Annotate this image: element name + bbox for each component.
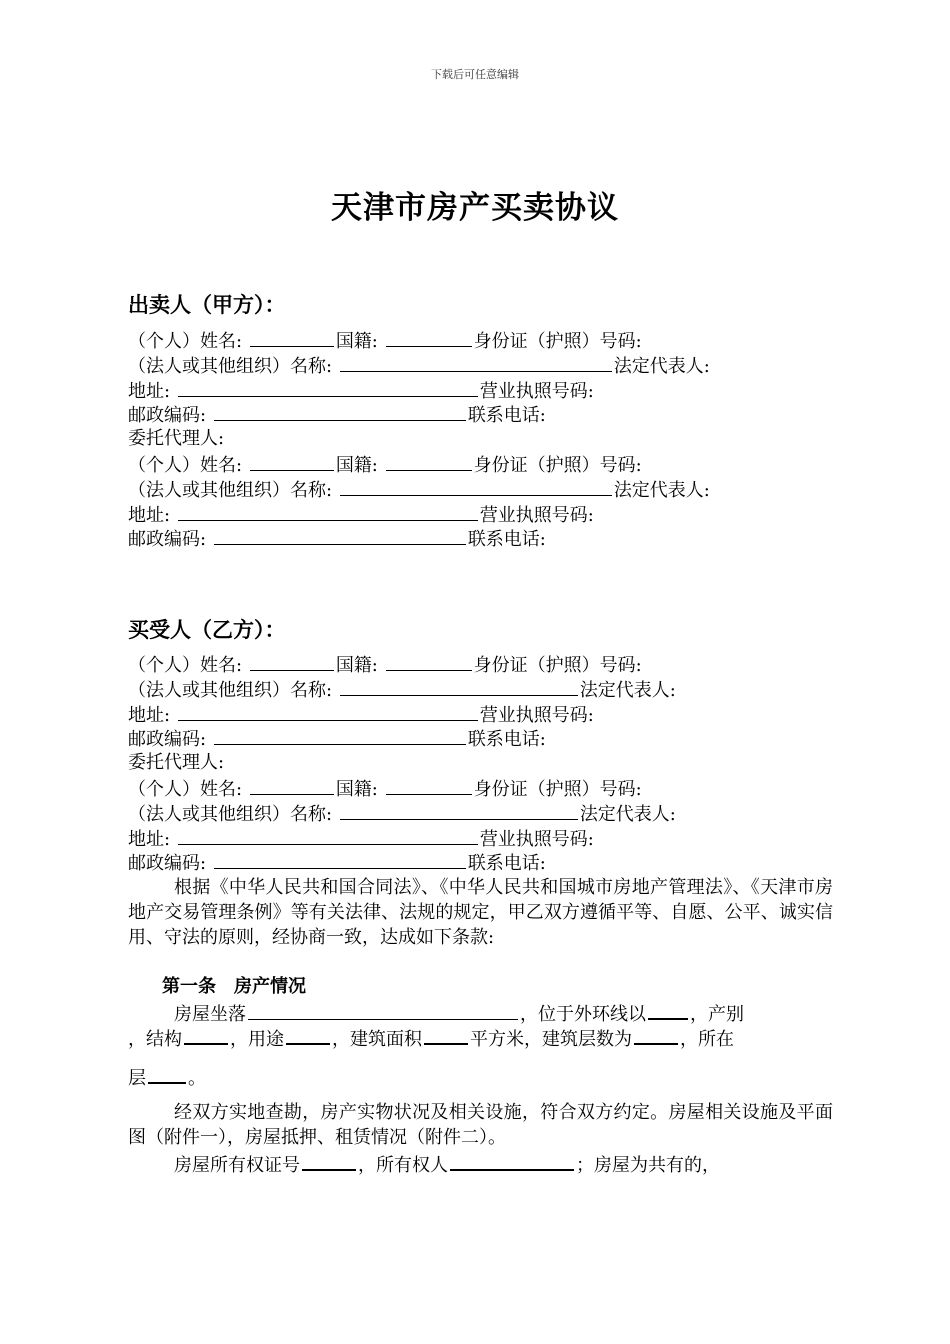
seller-agent-nationality-label: 国籍:	[335, 454, 378, 476]
seller-nationality-blank[interactable]	[386, 328, 472, 347]
buyer-agent-address-label: 地址:	[128, 828, 171, 850]
co-owned-label: ；房屋为共有的，	[576, 1155, 720, 1176]
floor-blank[interactable]	[148, 1064, 186, 1084]
seller-individual-line	[128, 328, 838, 353]
seller-heading: 出卖人（甲方）：	[128, 292, 286, 317]
buyer-block	[128, 652, 838, 875]
seller-agent-postcode-blank[interactable]	[214, 526, 466, 545]
buyer-agent-org-line	[128, 801, 838, 826]
structure-blank[interactable]	[184, 1025, 228, 1045]
property-location-blank[interactable]	[248, 1001, 518, 1020]
preamble-paragraph: 根据《中华人民共和国合同法》、《中华人民共和国城市房地产管理法》、《天津市房地产交易管理条例》等有关法律、法规的规定，甲乙双方遵循平等、自愿、公平、诚实信用、守法的原则，经协商一致，达成如下条款:	[128, 877, 833, 948]
article-1-structure-line	[128, 1025, 833, 1053]
buyer-agent-name-blank[interactable]	[250, 776, 334, 795]
buyer-agent-phone-label: 联系电话:	[467, 853, 546, 875]
floors-count-blank[interactable]	[634, 1025, 678, 1045]
seller-agent-name-label: （个人）姓名:	[128, 454, 243, 476]
buyer-id-label: 身份证（护照）号码:	[473, 655, 642, 676]
buyer-agent-address-blank[interactable]	[178, 826, 478, 845]
buyer-agent-nationality-blank[interactable]	[386, 776, 472, 795]
seller-agent-name-blank[interactable]	[250, 452, 334, 471]
buyer-legal-rep-label: 法定代表人:	[579, 679, 676, 701]
floors-count-label: 平方米，建筑层数为	[470, 1029, 632, 1050]
seller-phone-label: 联系电话:	[467, 405, 546, 427]
usage-blank[interactable]	[286, 1025, 330, 1045]
buyer-agent-legal-rep-label: 法定代表人:	[579, 803, 676, 825]
buyer-agent-name-label: （个人）姓名:	[128, 778, 243, 800]
seller-agent-postcode-label: 邮政编码:	[128, 529, 207, 551]
buyer-org-line	[128, 677, 838, 702]
usage-label: ，用途	[230, 1029, 284, 1050]
certificate-blank[interactable]	[302, 1151, 356, 1171]
seller-org-label: （法人或其他组织）名称:	[128, 355, 333, 377]
owner-blank[interactable]	[450, 1151, 574, 1171]
ring-road-blank[interactable]	[648, 1000, 688, 1020]
article-1-inspection-paragraph: 经双方实地查勘，房产实物状况及相关设施，符合双方约定。房屋相关设施及平面图（附件一），房屋抵押、租赁情况（附件二）。	[128, 1102, 833, 1148]
buyer-phone-label: 联系电话:	[467, 729, 546, 751]
structure-label: ，结构	[128, 1029, 182, 1050]
buyer-agent-license-label: 营业执照号码:	[479, 828, 594, 850]
article-1-ownership-line	[128, 1151, 833, 1179]
buyer-agent-org-label: （法人或其他组织）名称:	[128, 803, 333, 825]
buyer-individual-line	[128, 652, 838, 677]
buyer-address-label: 地址:	[128, 704, 171, 726]
floor-label: 层	[128, 1068, 146, 1089]
seller-agent-address-blank[interactable]	[178, 502, 478, 521]
located-label: ，所在	[680, 1029, 734, 1050]
seller-postcode-label: 邮政编码:	[128, 405, 207, 427]
floor-area-blank[interactable]	[424, 1025, 468, 1045]
seller-agent-legal-rep-label: 法定代表人:	[613, 479, 710, 501]
buyer-address-blank[interactable]	[178, 702, 478, 721]
seller-agent-nationality-blank[interactable]	[386, 452, 472, 471]
seller-block	[128, 328, 838, 551]
seller-name-label: （个人）姓名:	[128, 331, 243, 352]
article-1-property-paragraph	[128, 1000, 833, 1028]
seller-agent-org-blank[interactable]	[340, 477, 612, 496]
seller-agent-org-line	[128, 477, 838, 502]
seller-nationality-label: 国籍:	[335, 331, 378, 352]
seller-agent-postcode-line	[128, 526, 838, 551]
buyer-agent-label: 委托代理人:	[128, 752, 225, 774]
seller-agent-org-label: （法人或其他组织）名称:	[128, 479, 333, 501]
buyer-agent-postcode-blank[interactable]	[214, 850, 466, 869]
seller-agent-license-label: 营业执照号码:	[479, 504, 594, 526]
header-note: 下载后可任意编辑	[431, 68, 519, 81]
property-location-label: 房屋坐落	[174, 1004, 246, 1025]
buyer-agent-id-label: 身份证（护照）号码:	[473, 778, 642, 800]
seller-postcode-blank[interactable]	[214, 402, 466, 421]
buyer-license-label: 营业执照号码:	[479, 704, 594, 726]
certificate-label: 房屋所有权证号	[174, 1155, 300, 1176]
seller-agent-id-label: 身份证（护照）号码:	[473, 454, 642, 476]
buyer-postcode-line	[128, 726, 838, 751]
seller-agent-address-label: 地址:	[128, 504, 171, 526]
article-1-heading: 第一条 房产情况	[162, 976, 306, 997]
buyer-agent-nationality-label: 国籍:	[335, 778, 378, 800]
document-title: 天津市房产买卖协议	[331, 190, 619, 226]
buyer-postcode-label: 邮政编码:	[128, 729, 207, 751]
buyer-heading: 买受人（乙方）：	[128, 617, 286, 642]
buyer-address-line	[128, 702, 838, 727]
seller-name-blank[interactable]	[250, 328, 334, 347]
buyer-nationality-label: 国籍:	[335, 655, 378, 676]
seller-legal-rep-label: 法定代表人:	[613, 355, 710, 377]
buyer-agent-postcode-line	[128, 850, 838, 875]
ring-road-label: ，位于外环线以	[520, 1004, 646, 1025]
seller-postcode-line	[128, 402, 838, 427]
seller-address-label: 地址:	[128, 380, 171, 402]
floor-area-label: ，建筑面积	[332, 1029, 422, 1050]
buyer-name-blank[interactable]	[250, 652, 334, 671]
article-1-heading-line	[128, 975, 833, 1000]
seller-address-line	[128, 378, 838, 403]
seller-org-line	[128, 353, 838, 378]
buyer-name-label: （个人）姓名:	[128, 655, 243, 676]
buyer-agent-org-blank[interactable]	[340, 801, 578, 820]
seller-agent-individual-line	[128, 452, 838, 477]
buyer-agent-individual-line	[128, 776, 838, 801]
seller-address-blank[interactable]	[178, 378, 478, 397]
seller-agent-address-line	[128, 502, 838, 527]
buyer-agent-address-line	[128, 826, 838, 851]
property-type-label: ，产别	[690, 1004, 744, 1025]
buyer-postcode-blank[interactable]	[214, 726, 466, 745]
owner-label: ，所有权人	[358, 1155, 448, 1176]
seller-license-label: 营业执照号码:	[479, 380, 594, 402]
article-1-floor-line	[128, 1064, 833, 1092]
floor-end: 。	[188, 1068, 206, 1089]
seller-agent-label: 委托代理人:	[128, 428, 225, 450]
seller-org-blank[interactable]	[340, 353, 612, 372]
buyer-org-blank[interactable]	[340, 677, 578, 696]
buyer-nationality-blank[interactable]	[386, 652, 472, 671]
seller-id-label: 身份证（护照）号码:	[473, 331, 642, 352]
buyer-agent-postcode-label: 邮政编码:	[128, 853, 207, 875]
buyer-org-label: （法人或其他组织）名称:	[128, 679, 333, 701]
seller-agent-phone-label: 联系电话:	[467, 529, 546, 551]
